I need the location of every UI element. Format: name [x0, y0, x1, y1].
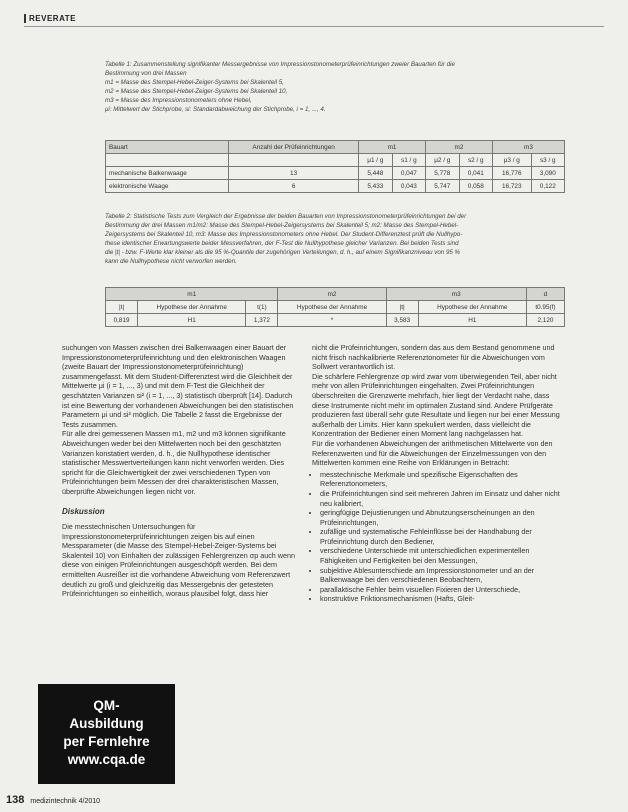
table1-header: Anzahl der Prüfeinrichtungen [229, 141, 359, 154]
section-tag: REVERATE [24, 14, 76, 23]
list-item: • zufällige und systematische Fehleinflüsse bei der Handhabung der Prüfeinrichtung durch den Bediener, [320, 527, 568, 546]
table-row [106, 167, 565, 180]
table-cell: 13 [229, 167, 359, 180]
journal-name: medizintechnik 4/2010 [30, 798, 101, 805]
table2-group-header: m1 [106, 288, 278, 301]
body-paragraph: Die schärfere Fehlergrenze σp wird zwar vom überwiegenden Teil, aber nicht mehr von allen Prüfeinrichtungen eingehalten. Zwei Prüfeinrichtungen überschreiten die Grenzwerte mehrfach, hier liegt der Verdacht nahe, dass diese Instrumente nicht mehr im optimalen Zustand sind. Andere Prüfgeräte produzieren fast überall sehr gute Resultate und liegen nur bei einer Messung außerhalb der Limits. Hier kann spekuliert werden, dass vielleicht die Konzentration der Bediener einen Moment lang nachgelassen hat. [312, 371, 560, 439]
caption-line: m1 = Masse des Stempel-Hebel-Zeiger-Systems bei Skalenteil 5, [105, 79, 284, 86]
table-cell: 5,747 [426, 180, 460, 193]
table-cell: 5,433 [359, 180, 393, 193]
table2-group-header: m2 [278, 288, 386, 301]
ad-url[interactable]: www.cqa.de [67, 752, 146, 767]
caption-line: Tabelle 2: Statistische Tests zum Vergleich der Ergebnisse der beiden Bauarten von Impressionstonometerprüfeinrichtungen bei der [105, 213, 467, 220]
header-divider [24, 26, 604, 27]
table2 [105, 287, 565, 327]
table-row [106, 180, 565, 193]
page-number: 138 [6, 794, 25, 806]
body-paragraph: nicht die Prüfeinrichtungen, sondern das aus dem Bestand genommene und nicht frisch nachkalibrierte Referenztonometer für die Abweichungen vom Sollwert verantwortlich ist. [312, 343, 555, 372]
table1-subheader: s2 / g [459, 154, 492, 167]
table-cell: 3,583 [386, 314, 418, 327]
caption-line: Bestimmung der drei Massen m1/m2: Masse des Stempel-Hebel-Zeigersystems bei Skalenteil 5; m2: Masse des Stempel-Hebel- [105, 222, 459, 229]
table1-header: m1 [359, 141, 426, 154]
table2-header: Hypothese der Annahme [418, 301, 526, 314]
ad-line: per Fernlehre [63, 734, 150, 749]
list-item: • messtechnische Merkmale und spezifische Eigenschaften des Referenztonometers, [320, 470, 568, 489]
table-cell: 16,776 [492, 167, 531, 180]
table2-header: |t| [106, 301, 138, 314]
list-item: • parallaktische Fehler beim visuellen Fixieren der Unterschiede, [320, 585, 568, 595]
table-cell: 0,043 [392, 180, 425, 193]
page-footer [6, 794, 100, 806]
table-cell: 3,090 [531, 167, 564, 180]
table2-header: t0.95(f) [526, 301, 564, 314]
caption-line: these identischer Erwartungswerte beider Messverfahren, der F-Test die Nullhypothese gleicher Varianzen. Bei beiden Tests sind [105, 240, 459, 247]
body-paragraph: Die messtechnischen Untersuchungen für Impressionstonometerprüfeinrichtungen zeigen bis auf einen Messparameter (die Masse des Stempel-Hebel-Zeiger-Systems bei Skalenteil 10) von Einhalten der zulässigen Fehlergrenzen σp auch wenn diese von einigen Prüfeinrichtungen ausgeschöpft werden. Bei dem ermittelten Ausreißer ist die vorhandene Abweichung vom Referenzwert deutlich zu groß und gleichzeitig das Messergebnis der getesteten Prüfeinrichtungen so einheitlich, woraus plausibel folgt, dass hier [62, 522, 295, 599]
table-cell: 5,778 [426, 167, 460, 180]
caption-line: m3 = Masse des Impressionstonometers ohne Hebel, [105, 97, 252, 104]
list-item: • geringfügige Dejustierungen und Abnutzungserscheinungen an den Prüfeinrichtungen, [320, 508, 568, 527]
caption-line: Bestimmung von drei Massen [105, 70, 187, 77]
caption-line: Zeigersystems bei Skalenteil 10, m3: Masse des Impressionstonometers ohne Hebel. Der Student-Differenztest prüft die Nullhypo- [105, 231, 463, 238]
table2-header: Hypothese der Annahme [138, 301, 246, 314]
table1-header: Bauart [106, 141, 229, 154]
table2-group-header: d [526, 288, 564, 301]
list-item: • subjektive Ablesunterschiede am Impressionstonometer und an der Balkenwaage bei den verschiedenen Beobachtern, [320, 566, 568, 585]
table-cell: mechanische Balkenwaage [106, 167, 229, 180]
advertisement-box[interactable] [38, 684, 175, 784]
caption-line: m2 = Masse des Stempel-Hebel-Zeiger-Systems bei Skalenteil 10, [105, 88, 288, 95]
body-right-column [312, 343, 568, 604]
table1-header: m2 [426, 141, 493, 154]
table-cell: 0,058 [459, 180, 492, 193]
table-cell: H1 [418, 314, 526, 327]
body-left-column [62, 343, 298, 599]
table1 [105, 140, 565, 193]
table1-caption [105, 60, 565, 114]
table2-header: Hypothese der Annahme [278, 301, 386, 314]
caption-line: Tabelle 1: Zusammenstellung signifikanter Messergebnisse von Impressionstonometerprüfeinrichtungen zweier Bauarten für die [105, 61, 455, 68]
table-cell: 0,041 [459, 167, 492, 180]
ad-line: Ausbildung [69, 716, 144, 731]
table1-subheader: s3 / g [531, 154, 564, 167]
body-paragraph: Für die vorhandenen Abweichungen der arithmetischen Mittelwerte von den Referenzwerten und für die Abweichungen der Einzelmessungen von den Mittelwerten kommen eine Reihe von Erklärungen in Betracht: [312, 438, 553, 468]
table-cell: 0,122 [531, 180, 564, 193]
table1-subheader: s1 / g [392, 154, 425, 167]
table2-group-header: m3 [386, 288, 526, 301]
caption-line: kann die Nullhypothese nicht verworfen werden. [105, 258, 237, 265]
table-cell: 0,047 [392, 167, 425, 180]
table-cell: * [278, 314, 386, 327]
table-cell: 0,819 [106, 314, 138, 327]
list-item: • konstruktive Friktionsmechanismen (Hafts, Gleit- [320, 594, 568, 604]
table1-subheader: μ2 / g [426, 154, 460, 167]
list-item: • verschiedene Unterschiede mit unterschiedlichen experimentellen Fähigkeiten und Fertigkeiten bei den Messungen, [320, 546, 568, 565]
ad-line: QM- [93, 698, 120, 713]
table-cell: 2,120 [526, 314, 564, 327]
table-row [106, 314, 565, 327]
list-item: • die Prüfeinrichtungen sind seit mehreren Jahren im Einsatz und daher nicht neu kalibriert, [320, 489, 568, 508]
caption-line: die |t| - bzw. F-Werte klar kleiner als die 95 %-Quantile der zugehörigen Verteilungen, d. h., auf einem Signifikanzniveau von 95 % [105, 249, 461, 256]
body-paragraph: Für alle drei gemessenen Massen m1, m2 und m3 können signifikante Abweichungen weder bei den Mittelwerten noch bei den geschätzten Varianzen konstatiert werden, d. h., die Nullhypothese identischer statistischer Messwertverteilungen kann nicht verworfen werden. Dies spricht für die Gleichwertigkeit der zwei verschiedenen Typen von Prüfeinrichtungen beim Messen der drei charakteristischen Massen, überprüfte Abweichungen liegen nicht vor. [62, 429, 286, 496]
table1-subheader: μ1 / g [359, 154, 393, 167]
bullet-list [312, 470, 568, 604]
section-heading: Diskussion [62, 506, 105, 516]
table-cell: 6 [229, 180, 359, 193]
table1-header: m3 [492, 141, 564, 154]
table-cell: H1 [138, 314, 246, 327]
caption-line: μi: Mittelwert der Stichprobe, si: Standardabweichung der Stichprobe, i = 1, ..., 4. [105, 106, 326, 113]
table2-header: t(1) [246, 301, 278, 314]
table-cell: 16,723 [492, 180, 531, 193]
body-paragraph: suchungen von Massen zwischen drei Balkenwaagen einer Bauart der Impressionstonometerprüfeinrichtung und den elektronischen Waagen (zweite Bauart der Impressionstonometerprüfeinrichtung) zusammengefasst. Mit dem Student-Differenztest wird die Gleichheit der Mittelwerte μi (i = 1, ..., 3) und mit dem F-Test die Gleichheit der geschätzten Varianzen si² (i = 1, ..., 3) statistisch überprüft [14]. Dadurch ist eine Bewertung der vorhandenen Abweichungen bei den statistischen Parametern μi und si² möglich. Die Tabelle 2 fasst die Ergebnisse der Tests zusammen. [62, 343, 294, 429]
table-cell: 5,448 [359, 167, 393, 180]
table2-caption [105, 212, 565, 266]
table2-header: |t| [386, 301, 418, 314]
table1-subheader: μ3 / g [492, 154, 531, 167]
table-cell: elektronische Waage [106, 180, 229, 193]
table-cell: 1,372 [246, 314, 278, 327]
